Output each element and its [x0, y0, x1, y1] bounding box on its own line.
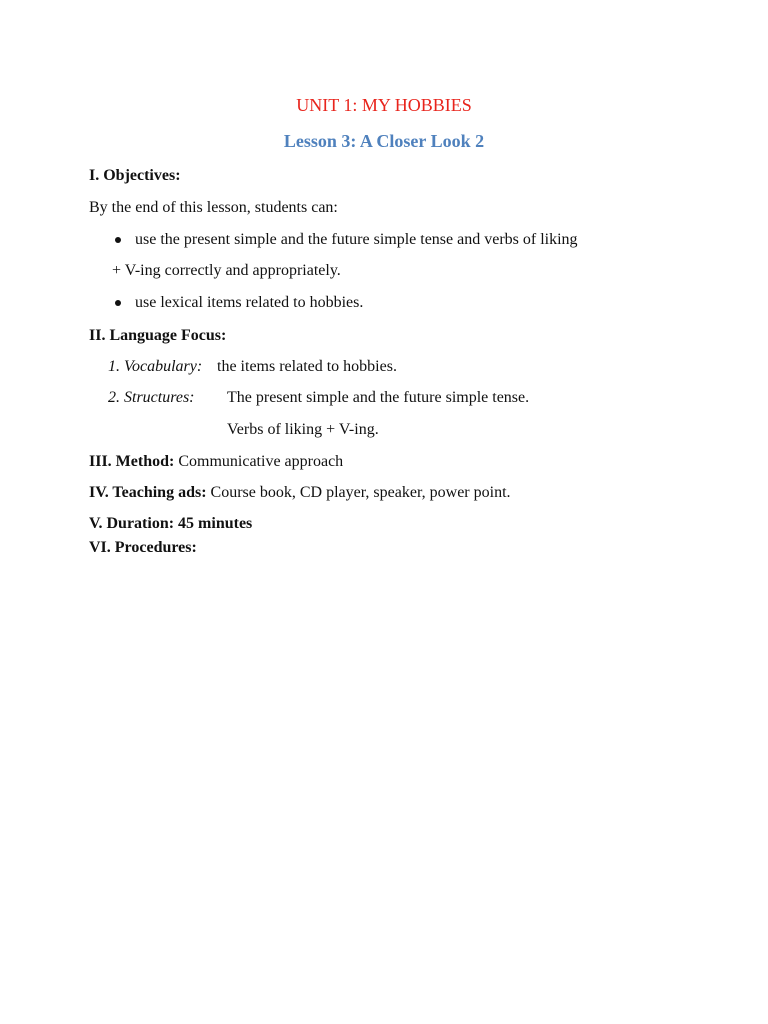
- objective-item-1-line-1: use the present simple and the future simple tense and verbs of liking: [135, 231, 578, 248]
- procedures-heading: VI. Procedures:: [89, 539, 197, 556]
- unit-title: UNIT 1: MY HOBBIES: [296, 95, 472, 115]
- language-focus-heading: II. Language Focus:: [89, 327, 227, 344]
- teaching-aids-row: [89, 483, 511, 503]
- vocabulary-text: the items related to hobbies.: [217, 358, 397, 375]
- teaching-aids-text: Course book, CD player, speaker, power point.: [210, 484, 511, 501]
- teaching-aids-label: IV. Teaching ads:: [89, 484, 207, 501]
- lesson-title: Lesson 3: A Closer Look 2: [283, 131, 485, 151]
- objective-item-1-line-2: + V-ing correctly and appropriately.: [112, 262, 341, 279]
- bullet-icon: [115, 237, 121, 243]
- structures-label: 2. Structures:: [108, 389, 195, 406]
- structures-line-2: Verbs of liking + V-ing.: [227, 421, 379, 438]
- duration-heading: V. Duration: 45 minutes: [89, 515, 253, 532]
- vocabulary-label: 1. Vocabulary:: [108, 358, 203, 375]
- objectives-intro: By the end of this lesson, students can:: [89, 199, 338, 216]
- objective-item-2: use lexical items related to hobbies.: [135, 294, 364, 311]
- method-text: Communicative approach: [178, 453, 344, 470]
- bullet-icon: [115, 300, 121, 306]
- objectives-heading: I. Objectives:: [89, 167, 181, 184]
- method-label: III. Method:: [89, 453, 175, 470]
- structures-line-1: The present simple and the future simple tense.: [227, 389, 530, 406]
- method-row: [89, 452, 343, 472]
